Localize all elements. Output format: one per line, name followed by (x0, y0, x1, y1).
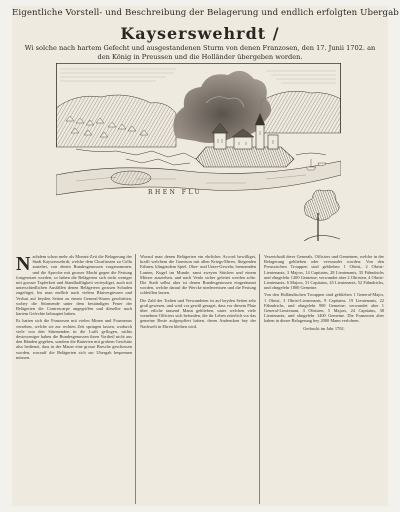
article-paragraph: Die Zahl der Todten und Verwundeten ist auf beyden Seiten sehr groß gewesen, und wird vor gewiß gesaget, dass vor diesem Platz über etliche tausend Mann geblieben, unter welchen viele vornehme Officiers sich befunden, die ihr Leben ritterlich vor das gemeine Beste aufgeopffert haben, deren Andencken bey der Nachwelt in Ehren bleiben wird. (140, 297, 256, 329)
siege-engraving (56, 63, 341, 241)
river-label: RHEN FLU (148, 189, 203, 196)
river-island (111, 171, 151, 185)
imprint-line: Gedruckt im Jahr 1702. (303, 325, 345, 331)
article-column-2 (140, 254, 256, 506)
drop-cap: N (16, 254, 31, 275)
article-paragraph: Es hatten sich die Franzosen mit vielen Minen und Fourneaux versehen, welche sie zur rechten Zeit springen lassen, wodurch viele von den Stürmenden in die Lufft geflogen, nichts destoweniger haben die Bundesgenossen ihren Vortheil nicht aus den Händen gegeben, sondern die Batterien mit grobem Geschütz also bedienet, dass in der Mauer eine grosse Bresche geschossen worden, worauff die Belägerten sich zur Ubergab bequemen müssen. (16, 318, 132, 360)
heading-line-1: Eigentliche Vorstell- und Beschreibung der Belagerung und endlich erfolgten Ubergab (12, 8, 399, 18)
page-title: Kayserswehrdt / (120, 24, 280, 43)
article-paragraph: achdem schon mehr als Monats-Zeit die Belagerung der Stadt Kayserswehrdt, welche dem Churfürsten zu Cölln zustehet, von denen Bundesgenossen vorgenommen, und die Aproche mit grosser Macht gegen die Festung fortgesetzet worden, so haben die Belägerten sich nicht weniger mit grosser Tapferkeit und Standhafftigkeit verteydiget, auch mit unterschiedlichen Ausfällen denen Belägerern grossen Schaden zugefüget, bis man endlich nach vielem Blutvergiessen und Verlust auf beyden Seiten zu einem General-Sturm geschritten, wobey die Stürmende unter dem beständigen Feuer der Belägerten die Contrescarpe angegriffen und dieselbe nach hartem Gefechte behauptet haben. (16, 254, 132, 317)
heading-line-2a: Wi solche nach hartem Gefecht und ausgestandenen Sturm von denen Franzosen, den 17. Junii 1702. an (24, 44, 376, 52)
article-paragraph: Von den Holländischen Trouppen sind geblieben 1 General-Major, 1 Obrist, 3 Obrist-Lieutenants, 9 Capitains, 19 Lieutenants, 22 Fähndrichs, und ohngefehr 900 Gemeine; verwundet aber 1 General-Lieutenant, 3 Obristen, 5 Majors, 24 Capitains, 38 Lieutenants, und ohngefehr 1400 Gemeine. Die Franzosen aber haben in dieser Belagerung bey 2000 Mann verlohren. (264, 292, 384, 324)
article-paragraph: Verzeichniß derer Generals, Officiers und Gemeinen, welche in der Belagerung geblieben oder verwundet worden: Von den Preussischen Trouppen sind geblieben 1 Obrist, 2 Obrist-Lieutenants, 3 Majors, 14 Capitains, 28 Lieutenants, 35 Fähndrichs und ohngefehr 1200 Gemeine; verwundet aber 2 Obristen, 4 Obrist-Lieutenants, 6 Majors, 31 Capitains, 45 Lieutenants, 52 Fähndrichs, und ohngefehr 1800 Gemeine. (264, 254, 384, 291)
heading-line-2b: den König in Preussen und die Holländer übergeben worden. (97, 52, 303, 61)
article-columns (16, 254, 384, 506)
article-paragraph: Worauf man denen Belägerten ein ehrlicher Accord bewilliget, krafft welchem die Garnison mit allen Kriegs-Ehren, fliegenden Fahnen, klingendem Spiel, Ober- und Unter-Gewehr, brennenden Lunten, Kugel im Munde, samt zweyen Stücken und einem Mörser ausziehen, und nach Venlo sicher geleitet werden solte. Die Stadt selbst aber ist denen Bundesgenossen eingeräumet worden, welche darauf die Wercke niederreissen und die Festung schleiffen lassen. (140, 254, 256, 296)
siege-engraving-svg (56, 63, 341, 241)
article-column-3 (264, 254, 384, 506)
article-column-1 (16, 254, 132, 506)
right-hills (261, 91, 341, 133)
heading-line-2 (12, 44, 388, 61)
broadsheet-page (12, 6, 399, 506)
